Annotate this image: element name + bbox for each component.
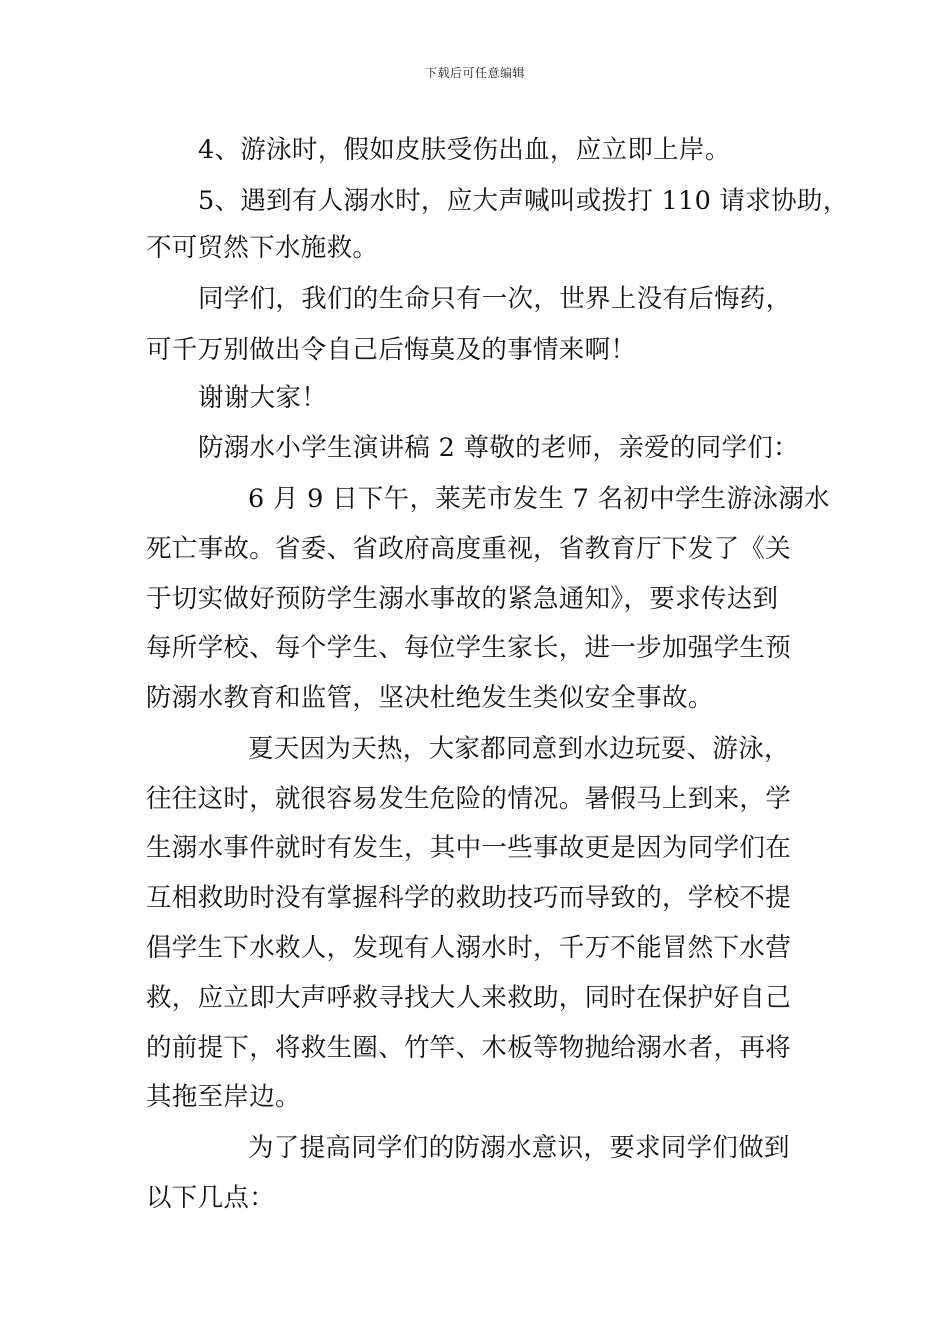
text-line: 防溺水小学生演讲稿 2 尊敬的老师，亲爱的同学们： [198, 433, 799, 463]
text-line: 互相救助时没有掌握科学的救助技巧而导致的，学校不提 [146, 883, 792, 913]
text-line: 死亡事故。省委、省政府高度重视，省教育厅下发了《关 [146, 534, 792, 564]
text-line: 夏天因为天热，大家都同意到水边玩耍、游泳， [248, 734, 790, 764]
text-line: 的前提下，将救生圈、竹竿、木板等物抛给溺水者，再将 [146, 1033, 792, 1063]
text-line: 防溺水教育和监管，坚决杜绝发生类似安全事故。 [146, 683, 714, 713]
text-line: 为了提高同学们的防溺水意识，要求同学们做到 [248, 1133, 790, 1163]
text-line: 6 月 9 日下午，莱芜市发生 7 名初中学生游泳溺水 [248, 484, 830, 514]
text-line: 5、遇到有人溺水时，应大声喊叫或拨打 110 请求协助， [198, 186, 849, 216]
text-line: 倡学生下水救人，发现有人溺水时，千万不能冒然下水营 [146, 933, 792, 963]
text-line: 4、游泳时，假如皮肤受伤出血，应立即上岸。 [198, 135, 731, 165]
text-line: 不可贸然下水施救。 [146, 233, 379, 263]
text-line: 救，应立即大声呼救寻找大人来救助，同时在保护好自己 [146, 983, 792, 1013]
text-line: 每所学校、每个学生、每位学生家长，进一步加强学生预 [146, 633, 792, 663]
page-header: 下载后可任意编辑 [424, 66, 525, 80]
text-line: 同学们，我们的生命只有一次，世界上没有后悔药， [198, 284, 792, 314]
text-line: 生溺水事件就时有发生，其中一些事故更是因为同学们在 [146, 833, 792, 863]
text-line: 往往这时，就很容易发生危险的情况。暑假马上到来，学 [146, 784, 792, 814]
text-line: 其拖至岸边。 [146, 1082, 301, 1112]
text-line: 于切实做好预防学生溺水事故的紧急通知》，要求传达到 [146, 584, 779, 614]
text-line: 谢谢大家！ [198, 383, 328, 413]
text-line: 可千万别做出令自己后悔莫及的事情来啊！ [146, 335, 637, 365]
text-line: 以下几点： [146, 1183, 276, 1213]
